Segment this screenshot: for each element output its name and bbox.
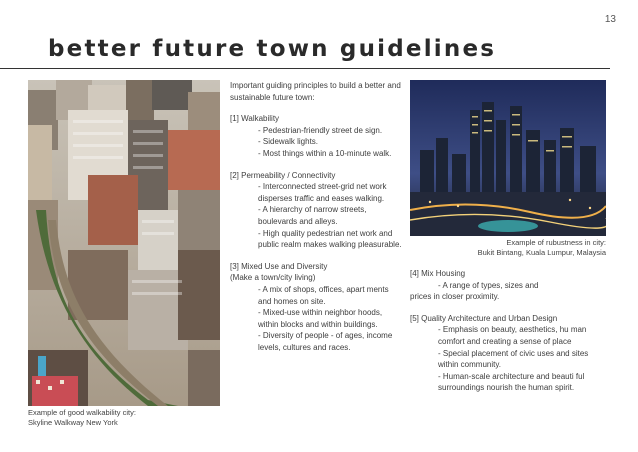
list-item: - Special placement of civic uses and sites within community. <box>438 348 589 370</box>
list-item: - High quality pedestrian net work and public realm makes walking pleasurable. <box>258 228 402 250</box>
list-item: - Interconnected street-grid net work disperses traffic and eases walking. <box>258 182 387 203</box>
section-quality-architecture <box>410 313 608 394</box>
section-permeability <box>230 170 402 251</box>
section-walkability <box>230 113 402 159</box>
section-heading: [4] Mix Housing <box>410 269 466 278</box>
list-item: - Most things within a 10-minute walk. <box>258 148 392 158</box>
right-caption-line-2: Bukit Bintang, Kuala Lumpur, Malaysia <box>477 248 606 257</box>
list-item: - Mixed-use within neighbor hoods, within blocks and within buildings. <box>258 308 383 329</box>
guidelines-middle-column <box>230 80 402 353</box>
guidelines-right-column <box>410 268 608 394</box>
right-caption-line-1: Example of rubustness in city: <box>506 238 606 247</box>
section-mixed-use <box>230 261 402 354</box>
left-photo-caption <box>28 408 228 428</box>
page-title: better future town guidelines <box>48 36 497 62</box>
list-item: - A range of types, sizes and <box>438 280 539 290</box>
list-item: - Emphasis on beauty, aesthetics, hu man comfort and creating a sense of place <box>438 325 587 346</box>
list-item: - A hierarchy of narrow streets, boulevards and alleys. <box>258 205 367 226</box>
list-item: - Sidewalk lights. <box>258 137 319 147</box>
list-item: - Diversity of people - of ages, income levels, cultures and races. <box>258 331 393 352</box>
list-item-continuation: prices in closer proximity. <box>410 292 500 302</box>
page-number: 13 <box>604 14 616 25</box>
section-subheading: (Make a town/city living) <box>230 273 316 283</box>
left-caption-line-1: Example of good walkability city: <box>28 408 136 417</box>
walkway-city-photo <box>28 80 220 406</box>
walkway-city-illustration <box>28 80 220 406</box>
title-underline <box>0 68 610 69</box>
section-heading: [3] Mixed Use and Diversity <box>230 261 328 271</box>
section-heading: [2] Permeability / Connectivity <box>230 170 336 180</box>
night-skyline-photo <box>410 80 606 236</box>
list-item: - A mix of shops, offices, apart ments and homes on site. <box>258 284 389 306</box>
section-heading: [5] Quality Architecture and Urban Design <box>410 313 558 323</box>
night-skyline-illustration <box>410 80 606 236</box>
section-heading: [1] Walkability <box>230 114 280 124</box>
left-caption-line-2: Skyline Walkway New York <box>28 418 118 427</box>
list-item: - Pedestrian-friendly street de sign. <box>258 125 383 135</box>
right-photo-caption <box>410 238 606 258</box>
list-item: - Human-scale architecture and beauti ful surroundings nourish the human spirit. <box>438 371 585 393</box>
intro-text: Important guiding principles to build a better and sustainable future town: <box>230 81 401 102</box>
section-mix-housing <box>410 268 608 303</box>
